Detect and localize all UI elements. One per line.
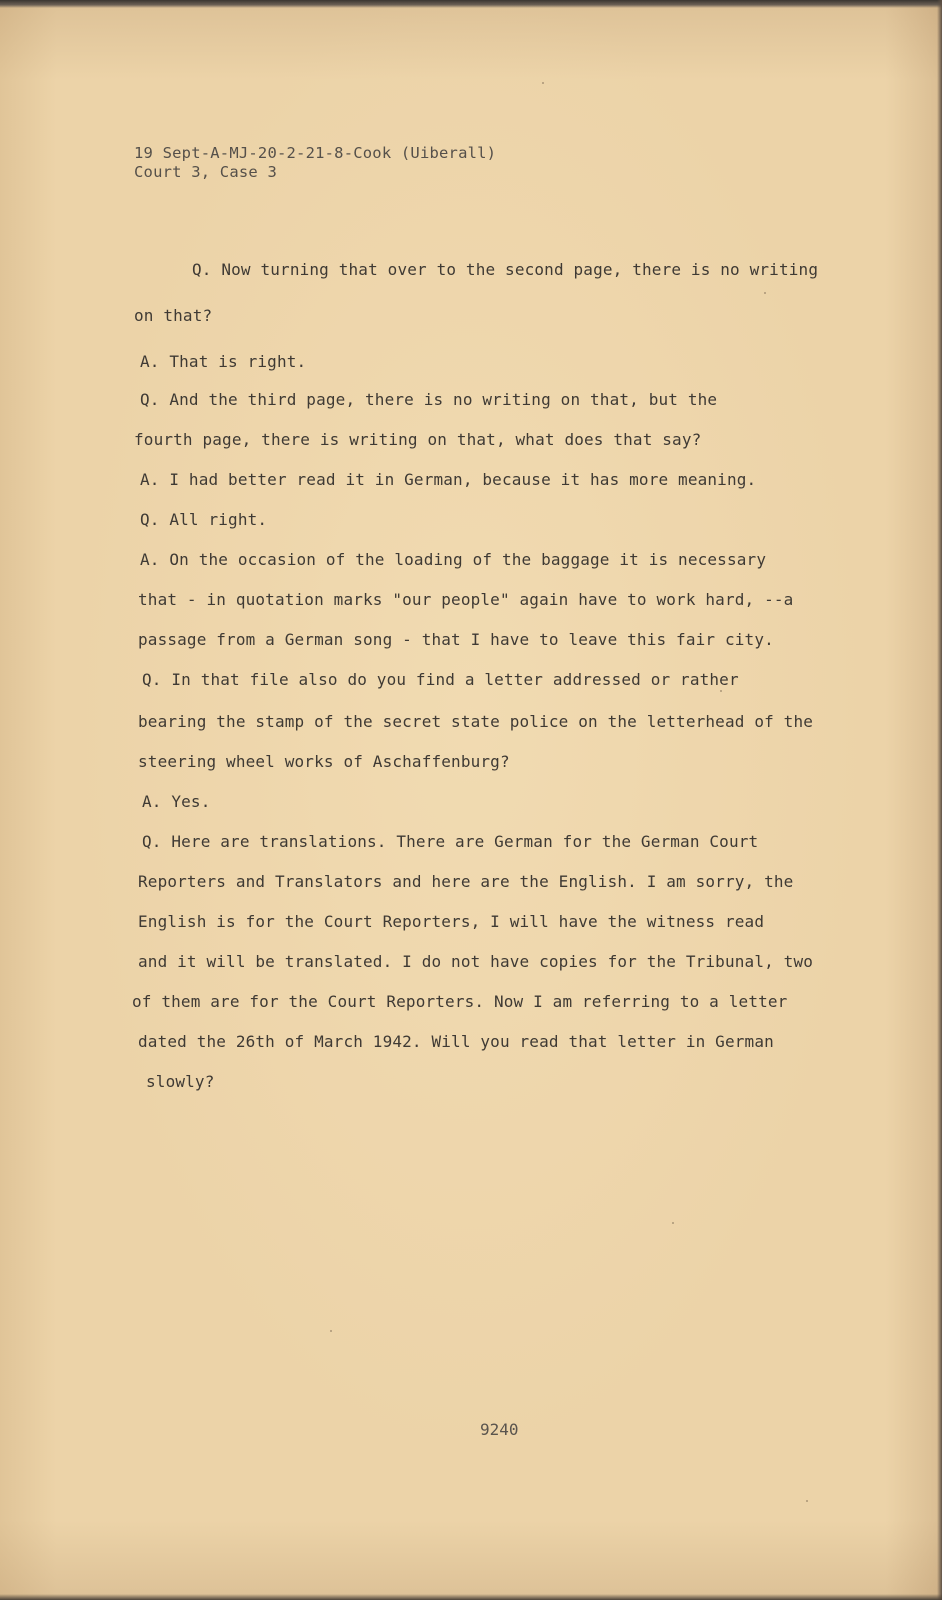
- transcript-line: A. That is right.: [140, 352, 307, 371]
- page-number: 9240: [480, 1420, 519, 1439]
- document-header: [134, 144, 496, 182]
- transcript-line: fourth page, there is writing on that, what does that say?: [134, 430, 702, 449]
- transcript-line: A. I had better read it in German, because it has more meaning.: [140, 470, 757, 489]
- page-right-edge: [937, 0, 942, 1600]
- transcript-line: passage from a German song - that I have to leave this fair city.: [138, 630, 774, 649]
- paper-speck: [542, 82, 544, 84]
- header-line-2: Court 3, Case 3: [134, 163, 277, 181]
- transcript-line: on that?: [134, 306, 213, 325]
- header-line-1: 19 Sept-A-MJ-20-2-21-8-Cook (Uiberall): [134, 144, 497, 162]
- transcript-line: Q. And the third page, there is no writing on that, but the: [140, 390, 718, 409]
- paper-speck: [806, 1500, 808, 1502]
- transcript-line: and it will be translated. I do not have copies for the Tribunal, two: [138, 952, 814, 971]
- transcript-line: English is for the Court Reporters, I will have the witness read: [138, 912, 765, 931]
- transcript-line: that - in quotation marks "our people" again have to work hard, --a: [138, 590, 794, 609]
- transcript-line: Q. Now turning that over to the second page, there is no writing: [192, 260, 819, 279]
- transcript-line: steering wheel works of Aschaffenburg?: [138, 752, 510, 771]
- transcript-line: dated the 26th of March 1942. Will you read that letter in German: [138, 1032, 774, 1051]
- transcript-line: of them are for the Court Reporters. Now I am referring to a letter: [132, 992, 788, 1011]
- transcript-line: Q. In that file also do you find a letter addressed or rather: [142, 670, 739, 689]
- paper-speck: [720, 690, 722, 692]
- transcript-line: Q. Here are translations. There are German for the German Court: [142, 832, 759, 851]
- paper-speck: [764, 292, 766, 294]
- transcript-line: Reporters and Translators and here are the English. I am sorry, the: [138, 872, 794, 891]
- paper-speck: [330, 1330, 332, 1332]
- transcript-line: slowly?: [146, 1072, 215, 1091]
- page-top-edge: [0, 0, 942, 8]
- transcript-line: A. On the occasion of the loading of the baggage it is necessary: [140, 550, 767, 569]
- paper-speck: [672, 1222, 674, 1224]
- page-bottom-edge: [0, 1594, 942, 1600]
- transcript-line: A. Yes.: [142, 792, 211, 811]
- transcript-line: Q. All right.: [140, 510, 268, 529]
- transcript-line: bearing the stamp of the secret state police on the letterhead of the: [138, 712, 814, 731]
